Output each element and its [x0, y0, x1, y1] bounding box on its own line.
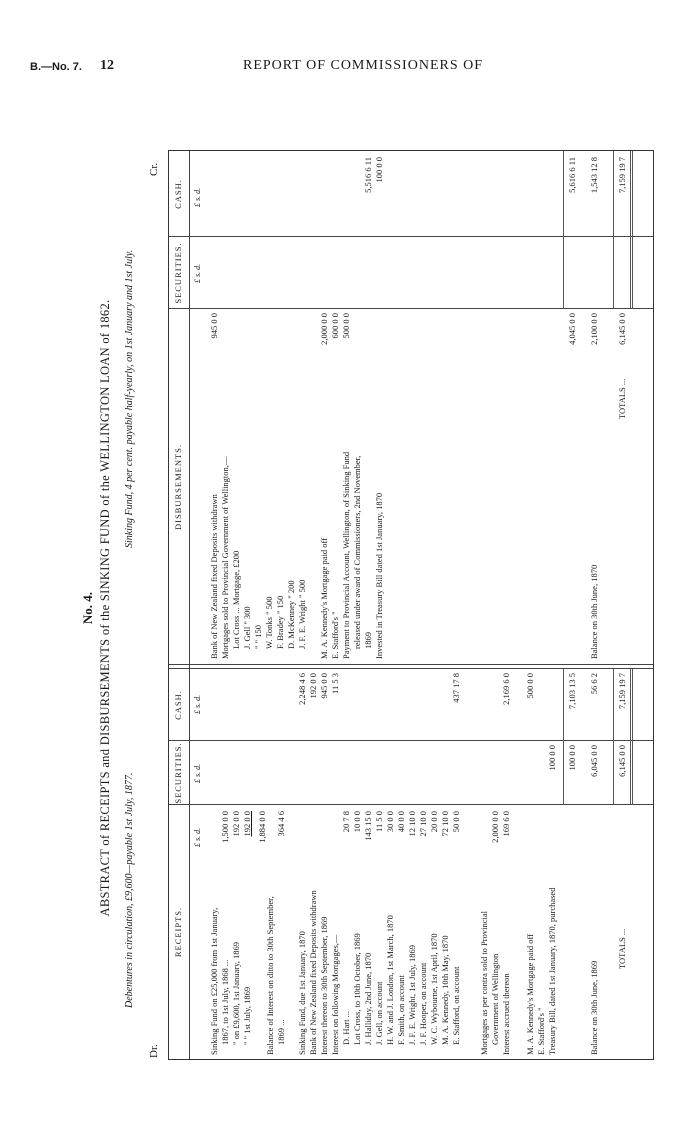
- disbursement-line: released under award of Commissioners, 2nd November,: [352, 455, 362, 649]
- receipt-line: Balance of Interest on ditto to 30th September,: [265, 896, 275, 1055]
- receipt-cash-amount: 11 5 3: [330, 673, 340, 694]
- receipt-line: Mortgages as per contra sold to Provincial: [479, 911, 489, 1055]
- receipt-cash-amount: 945 0 0: [319, 673, 329, 699]
- receipt-line: Interest on following Mortgages,—: [330, 934, 340, 1055]
- receipt-line: Bank of New Zealand fixed Deposits withdrawn: [308, 890, 318, 1055]
- receipt-amount: 27 10 0: [418, 811, 428, 837]
- disbursement-line: Bank of New Zealand fixed Deposits withdrawn: [209, 494, 219, 659]
- disbursement-line: Payment to Provincial Account, Wellington, of Sinking Fund: [341, 451, 351, 659]
- receipt-securities-total: 6,145 0 0: [617, 745, 627, 777]
- lsd-label: £ s. d.: [193, 827, 202, 847]
- lsd-label: £ s. d.: [193, 763, 202, 783]
- sinking-fund-note: Sinking Fund, 4 per cent. payable half-yearly, on 1st January and 1st July.: [124, 249, 135, 548]
- receipt-cash-amount: 2,169 6 0: [501, 673, 511, 705]
- disb-securities-total: 6,145 0 0: [617, 313, 627, 345]
- credit-label: Cr.: [148, 162, 160, 176]
- receipts-header: RECEIPTS.: [173, 906, 183, 958]
- disb-securities-amount: 4,045 0 0: [567, 313, 577, 345]
- receipt-amount: 20 7 8: [341, 811, 351, 833]
- lsd-label: £ s. d.: [193, 187, 202, 207]
- receipt-securities-amount: 100 0 0: [547, 745, 557, 771]
- receipts-securities-header: SECURITIES.: [173, 742, 183, 804]
- table-title: ABSTRACT of RECEIPTS and DISBURSEMENTS of the SINKING FUND of the WELLINGTON LOAN of 1862.: [98, 299, 112, 917]
- disb-securities-amount: 500 0 0: [341, 313, 351, 339]
- receipt-line: Sinking Fund, due 1st January, 1870: [297, 931, 307, 1055]
- receipt-line: Sinking Fund on £25,000 from 1st January,: [209, 907, 219, 1055]
- receipts-cash-header: CASH.: [173, 690, 183, 720]
- receipt-cash-amount: 500 0 0: [525, 673, 535, 699]
- receipt-line: 1869 ...: [276, 1019, 286, 1045]
- receipt-amount: 10 0 0: [352, 811, 362, 833]
- receipt-line: " " 1st July, 1869: [242, 986, 252, 1045]
- rotated-table-page: [76, 128, 676, 1088]
- receipt-line: J. F. E. Wright, 1st July, 1869: [407, 944, 417, 1045]
- disb-securities-amount: 2,000 0 0: [319, 313, 329, 345]
- receipt-cash-amount: 56 6 2: [589, 673, 599, 695]
- running-title: REPORT OF COMMISSIONERS OF: [243, 58, 484, 73]
- receipt-amount: 192 0 0: [242, 811, 252, 837]
- receipt-line: H. W. and J. London, 1st March, 1870: [385, 915, 395, 1045]
- disb-cash-amount: 5,516 6 11: [363, 157, 373, 193]
- debentures-note: Debentures in circulation, £9,600—payable 1st July, 1877.: [124, 772, 135, 1008]
- receipt-securities-amount: 6,045 0 0: [589, 745, 599, 777]
- receipt-amount: 40 0 0: [396, 811, 406, 833]
- receipt-amount: 20 0 0: [429, 811, 439, 833]
- receipt-amount: 192 0 0: [231, 811, 241, 837]
- page-number: 12: [100, 58, 114, 73]
- receipt-line: Lot Cross, to 10th October, 1869: [352, 933, 362, 1045]
- receipt-amount: 2,000 0 0: [490, 811, 500, 843]
- disbursement-line: 1869: [363, 632, 373, 649]
- receipt-line: Government of Wellington: [490, 953, 500, 1045]
- receipt-amount: 1,500 0 0: [220, 811, 230, 843]
- disbursement-line: " " 150: [253, 625, 263, 649]
- receipt-line: Treasury Bill, dated 1st January, 1870, purchased: [547, 887, 557, 1055]
- abstract-table: [168, 150, 654, 1060]
- receipt-cash-amount: 192 0 0: [308, 673, 318, 699]
- receipt-line: M. A. Kennedy's Mortgage paid off: [525, 933, 535, 1055]
- receipt-line: F. Smith, on account: [396, 975, 406, 1045]
- receipt-amount: 169 6 0: [501, 811, 511, 837]
- receipt-line: E. Stafford's ": [536, 1007, 546, 1055]
- table-number: No. 4.: [80, 591, 95, 625]
- receipt-securities-amount: 100 0 0: [567, 745, 577, 771]
- disb-totals-label: TOTALS ...: [617, 378, 627, 419]
- disbursement-line: Balance on 30th June, 1870: [589, 564, 599, 659]
- receipt-line: D. Hart ...: [341, 1011, 351, 1045]
- disb-securities-amount: 945 0 0: [209, 313, 219, 339]
- receipt-amount: 12 10 0: [407, 811, 417, 837]
- receipts-totals-label: TOTALS ...: [617, 928, 627, 969]
- receipt-line: Interest thereon to 30th September, 1869: [319, 916, 329, 1055]
- series-number: B.—No. 7.: [30, 61, 82, 73]
- disbursement-line: E. Stafford's ": [330, 611, 340, 659]
- receipt-line: 1867, to 1st July, 1868 ...: [220, 959, 230, 1045]
- disb-cash-amount: 5,616 6 11: [567, 157, 577, 193]
- disb-cash-amount: 100 0 0: [374, 157, 384, 183]
- receipt-line: Interest accrued thereon: [501, 973, 511, 1055]
- receipt-cash-amount: 7,103 13 5: [567, 673, 577, 710]
- receipt-line: M. A. Kennedy, 10th May, 1870: [440, 935, 450, 1045]
- disbursement-line: Invested in Treasury Bill dated 1st January, 1870: [374, 492, 384, 659]
- receipt-amount: 30 0 0: [385, 811, 395, 833]
- receipt-cash-amount: 437 17 8: [451, 673, 461, 703]
- disbursements-header: DISBURSEMENTS.: [173, 443, 183, 531]
- receipt-amount: 364 4 6: [276, 811, 286, 837]
- receipt-line: E. Stafford, on account: [451, 966, 461, 1045]
- disb-securities-header: SECURITIES.: [173, 242, 183, 304]
- receipt-line: Balance on 30th June, 1869: [589, 960, 599, 1055]
- disbursement-line: M. A. Kennedy's Mortgage paid off: [319, 537, 329, 659]
- receipt-amount: 1,884 0 0: [257, 811, 267, 843]
- disb-cash-amount: 1,543 12 8: [589, 157, 599, 194]
- receipt-amount: 72 10 0: [440, 811, 450, 837]
- disb-cash-header: CASH.: [173, 179, 183, 209]
- disbursement-line: F. Bradey " 150: [275, 595, 285, 649]
- disb-securities-amount: 2,100 0 0: [589, 313, 599, 345]
- receipt-amount: 11 5 0: [374, 811, 384, 832]
- disbursement-line: D. McKenney " 200: [286, 580, 296, 649]
- disbursement-line: Lot Cross ... Mortgage, £200: [231, 550, 241, 649]
- lsd-label: £ s. d.: [193, 694, 202, 714]
- receipt-cash-amount: 2,248 4 6: [297, 673, 307, 705]
- receipt-line: J. Halliday, 2nd June, 1870: [363, 952, 373, 1045]
- disb-securities-amount: 600 0 0: [330, 313, 340, 339]
- lsd-label: £ s. d.: [193, 263, 202, 283]
- receipt-line: J. F. Hooper, on account: [418, 962, 428, 1045]
- receipt-cash-total: 7,159 19 7: [617, 673, 627, 710]
- receipt-line: " on £9,600, 1st January, 1869: [231, 941, 241, 1045]
- receipt-amount: 50 0 0: [451, 811, 461, 833]
- disbursement-line: J. Gell " 300: [242, 606, 252, 649]
- disb-cash-total: 7,159 19 7: [617, 157, 627, 194]
- receipt-line: W. C. Wybourne, 1st April, 1870: [429, 933, 439, 1045]
- disbursement-line: W. Tonks " 500: [264, 596, 274, 649]
- debit-label: Dr.: [148, 1044, 160, 1058]
- receipt-amount: 143 15 0: [363, 811, 373, 841]
- disbursement-line: J. F. E. Wright " 500: [297, 579, 307, 649]
- receipt-line: J. Gell, on account: [374, 981, 384, 1045]
- disbursement-line: Mortgages sold to Provincial Government of Wellington,—: [220, 456, 230, 659]
